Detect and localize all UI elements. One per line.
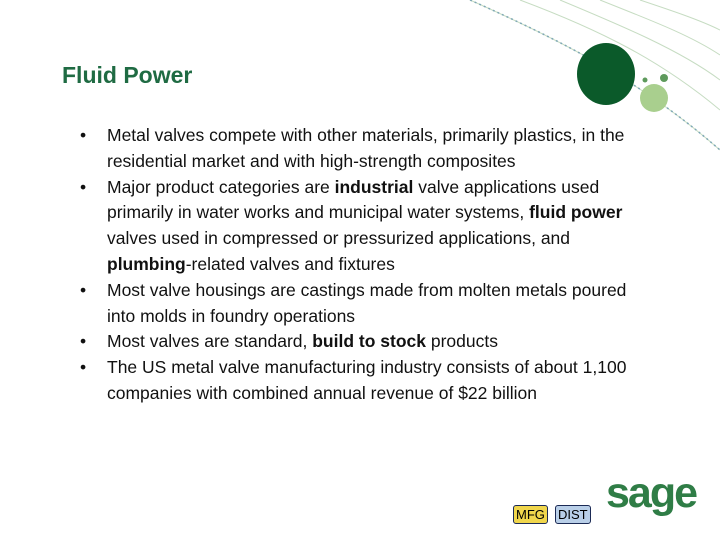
bullet-text: Metal valves compete with other materials, primarily plastics, in the residential market and with high-strength composites <box>107 125 625 171</box>
bullet-emphasis: fluid power <box>529 202 623 223</box>
bullet-marker: • <box>80 125 87 145</box>
bullet-text: Most valves are standard, <box>107 331 313 352</box>
decor-dot-small <box>643 78 648 83</box>
slide-title: Fluid Power <box>62 62 193 88</box>
decor-circle-dark <box>577 43 635 105</box>
bullet-text: The US metal valve manufacturing industry consists of about 1,100 companies with combined annual revenue of $22 billion <box>107 357 627 403</box>
bullet-emphasis: industrial <box>334 176 414 197</box>
dist-tag: DIST <box>555 505 591 524</box>
bullet-text: valves used in compressed or pressurized applications, and <box>107 228 571 249</box>
bullet-list <box>79 123 644 407</box>
bullet-marker: • <box>80 331 87 352</box>
bullet-item <box>79 355 644 407</box>
bullet-text: products <box>425 331 498 352</box>
bullet-emphasis: plumbing <box>107 253 186 274</box>
bullet-marker: • <box>80 357 87 378</box>
bullet-text: valve applications used primarily in water works and municipal water systems, <box>107 176 600 223</box>
bullet-marker: • <box>80 176 87 197</box>
decor-circle-light <box>640 84 668 112</box>
bullet-text: -related valves and fixtures <box>185 253 395 274</box>
bullet-text: Major product categories are <box>107 176 335 197</box>
bullet-emphasis: build to stock <box>312 331 426 352</box>
sage-logo: sage <box>606 469 697 517</box>
decor-curve <box>640 0 720 30</box>
bullet-item <box>79 278 644 330</box>
bullet-marker: • <box>80 279 87 300</box>
bullet-text: Most valve housings are castings made from molten metals poured into molds in foundry operations <box>107 279 627 326</box>
mfg-tag: MFG <box>513 505 548 524</box>
decor-dot <box>660 74 668 82</box>
bullet-item <box>79 175 644 278</box>
bullet-item <box>79 329 644 355</box>
bullet-item <box>79 123 644 175</box>
